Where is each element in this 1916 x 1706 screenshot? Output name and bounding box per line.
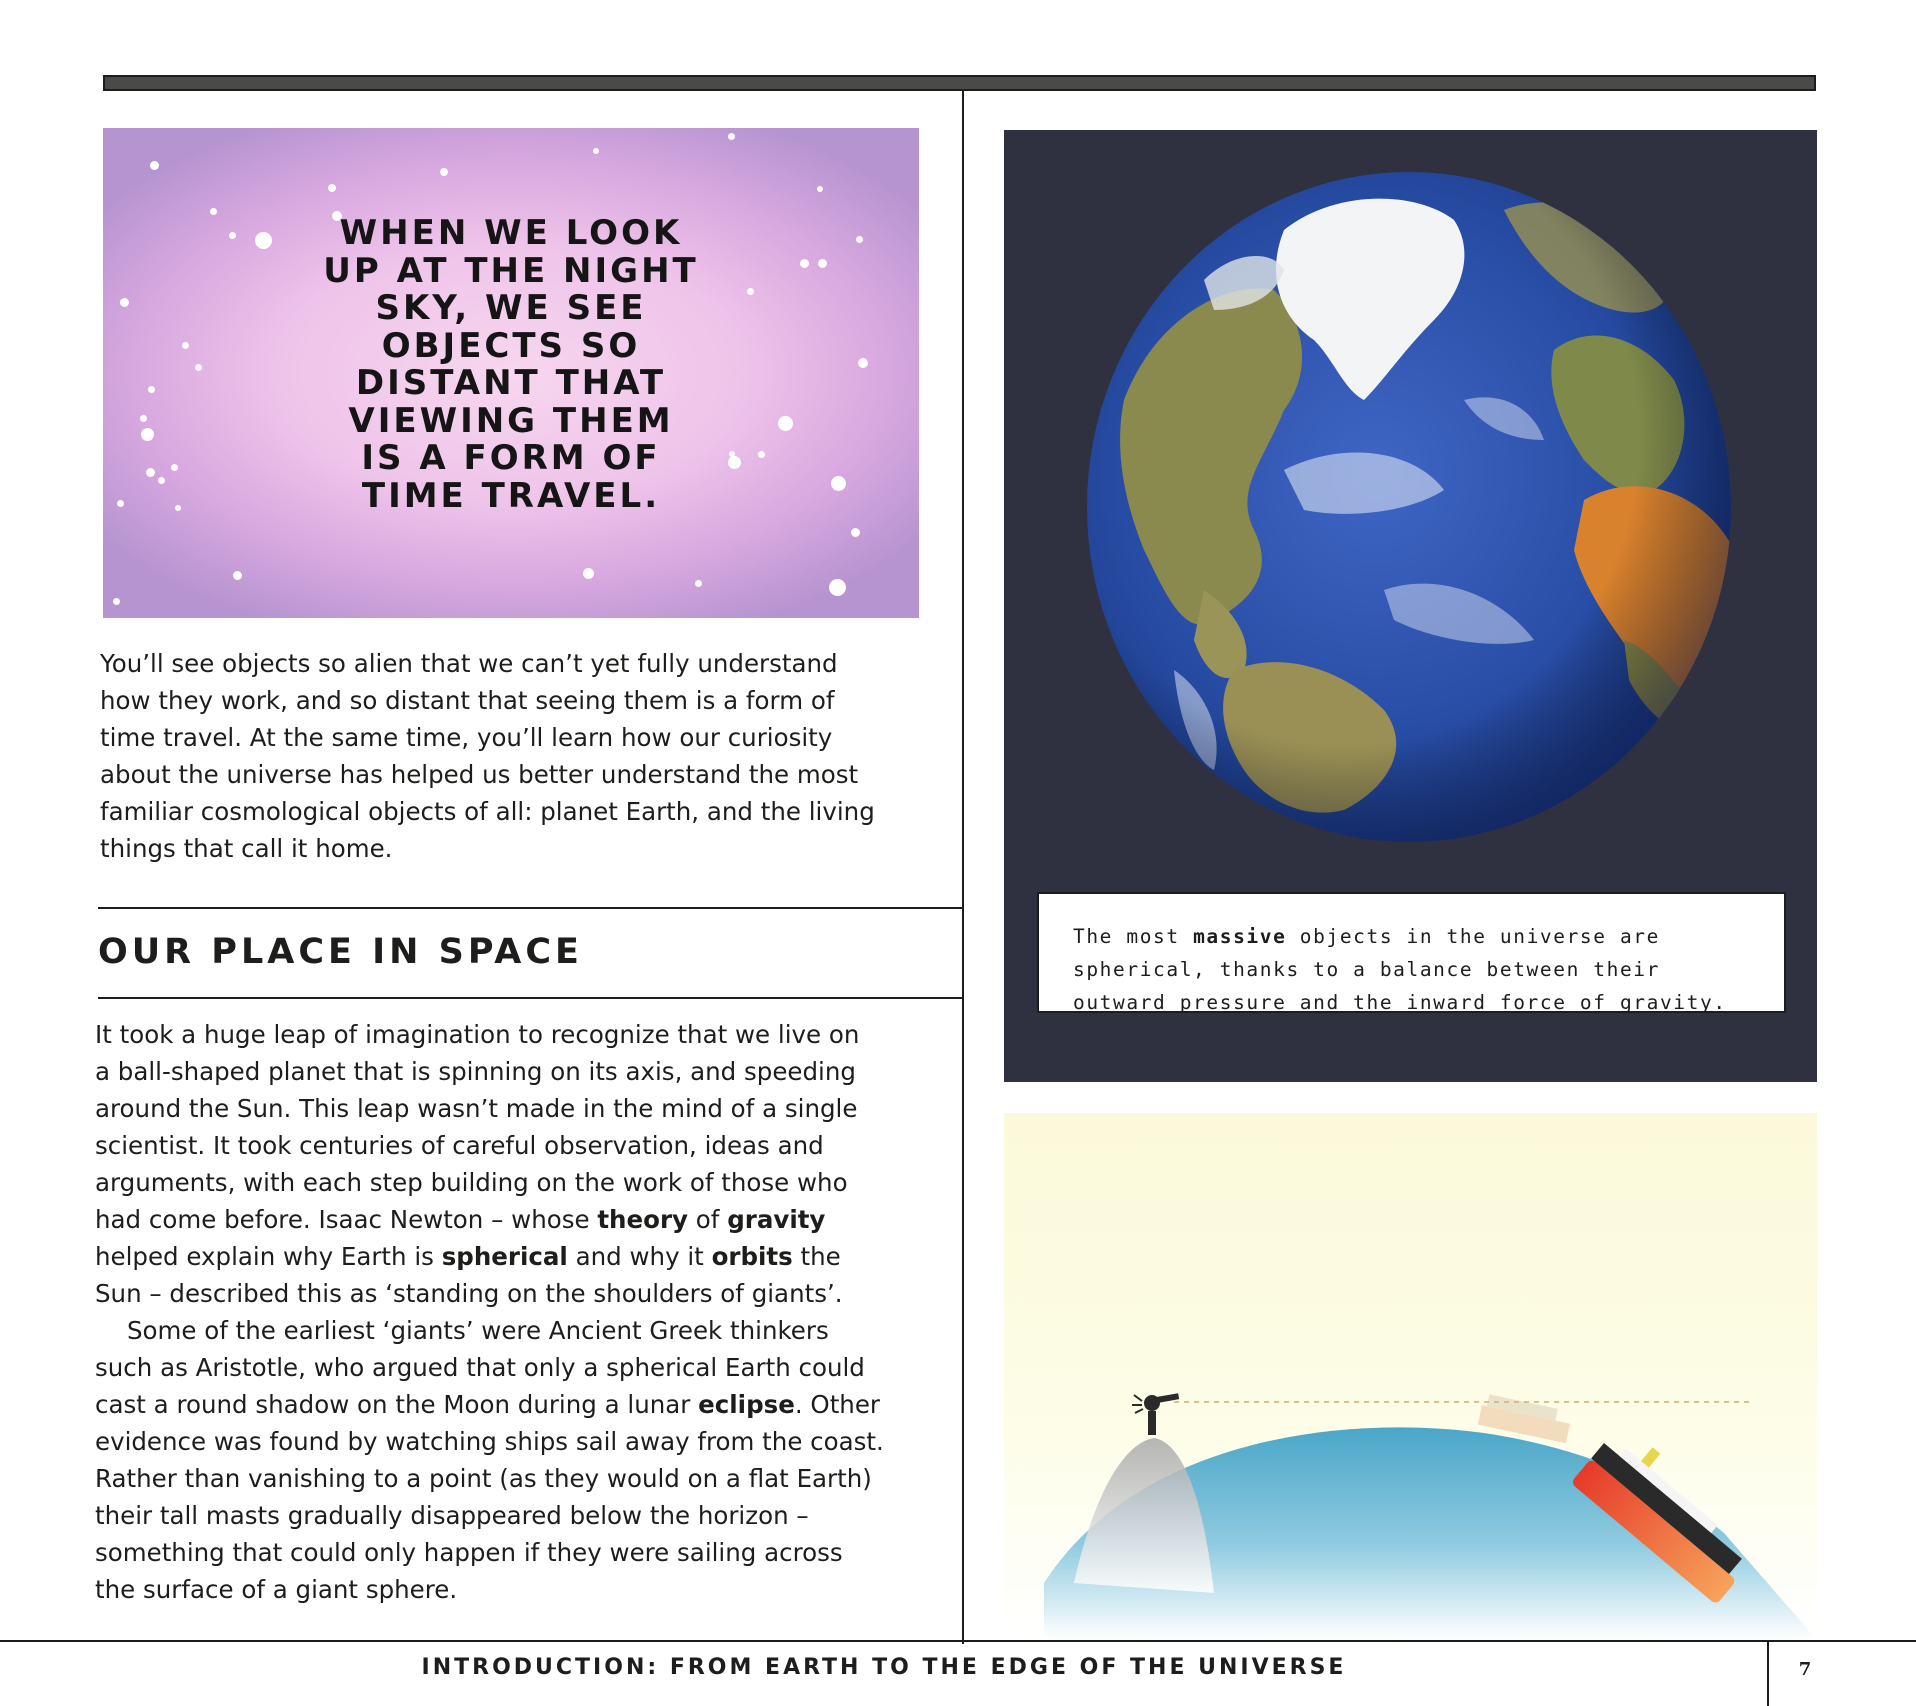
section-rule-bottom	[98, 997, 962, 999]
footer-rule	[0, 1640, 1916, 1642]
observer-with-telescope-icon	[1132, 1393, 1179, 1435]
glossary-term-gravity: gravity	[727, 1205, 826, 1234]
intro-paragraph	[100, 645, 960, 867]
pull-quote	[103, 215, 919, 515]
image-caption	[1073, 920, 1773, 1019]
star-icon	[233, 571, 242, 580]
pull-quote-line: TIME TRAVEL.	[361, 475, 661, 516]
text-run: . Other	[794, 1390, 880, 1419]
section-rule-top	[98, 907, 962, 909]
text-run: and why it	[567, 1242, 712, 1271]
page-number: 7	[1798, 1659, 1812, 1680]
horizon-diagram	[1004, 1113, 1817, 1640]
glossary-term-theory: theory	[597, 1205, 688, 1234]
earth-globe-illustration	[1084, 170, 1734, 845]
text-line: their tall masts gradually disappeared below the horizon –	[95, 1501, 809, 1530]
caption-run: The most	[1073, 925, 1194, 948]
glossary-term-spherical: spherical	[441, 1242, 568, 1271]
glossary-term-massive: massive	[1193, 925, 1287, 948]
pull-quote-line: OBJECTS SO	[381, 325, 641, 366]
text-line: something that could only happen if they were sailing across	[95, 1538, 843, 1567]
caption-run: objects in the universe are	[1286, 925, 1660, 948]
text-line: It took a huge leap of imagination to recognize that we live on	[95, 1020, 860, 1049]
text-run: had come before. Isaac Newton – whose	[95, 1205, 598, 1234]
text-line: familiar cosmological objects of all: planet Earth, and the living	[100, 797, 875, 826]
star-icon	[593, 148, 599, 154]
text-line: around the Sun. This leap wasn’t made in the mind of a single	[95, 1094, 858, 1123]
pull-quote-line: DISTANT THAT	[355, 363, 667, 403]
text-line: time travel. At the same time, you’ll learn how our curiosity	[100, 723, 833, 752]
pull-quote-line: SKY, WE SEE	[375, 288, 647, 328]
text-line: about the universe has helped us better understand the most	[100, 760, 859, 789]
star-icon	[851, 528, 860, 537]
text-line: Rather than vanishing to a point (as they would on a flat Earth)	[95, 1464, 872, 1493]
text-line: such as Aristotle, who argued that only a spherical Earth could	[95, 1353, 865, 1382]
star-icon	[440, 168, 448, 176]
star-icon	[817, 186, 823, 192]
text-line: Some of the earliest ‘giants’ were Ancient Greek thinkers	[127, 1316, 829, 1345]
text-run: helped explain why Earth is	[95, 1242, 442, 1271]
column-divider	[962, 91, 964, 1644]
top-rule-bar	[103, 75, 1816, 91]
text-run: cast a round shadow on the Moon during a lunar	[95, 1390, 699, 1419]
star-icon	[695, 580, 702, 587]
text-run: the	[792, 1242, 841, 1271]
star-icon	[113, 598, 120, 605]
text-line: Sun – described this as ‘standing on the shoulders of giants’.	[95, 1279, 843, 1308]
text-line: things that call it home.	[100, 834, 393, 863]
star-icon	[728, 133, 735, 140]
star-icon	[328, 184, 336, 192]
section-body	[95, 1016, 960, 1608]
text-line	[95, 1201, 960, 1238]
running-footer-title: INTRODUCTION: FROM EARTH TO THE EDGE OF THE UNIVERSE	[421, 1655, 1347, 1680]
text-line: evidence was found by watching ships sail away from the coast.	[95, 1427, 884, 1456]
pull-quote-line: UP AT THE NIGHT	[323, 250, 699, 291]
quote-panel	[103, 128, 919, 618]
text-line: the surface of a giant sphere.	[95, 1575, 458, 1604]
section-heading: OUR PLACE IN SPACE	[98, 932, 583, 972]
image-caption-box	[1037, 892, 1786, 1013]
pull-quote-line: IS A FORM OF	[361, 438, 661, 478]
text-line: You’ll see objects so alien that we can’t yet fully understand	[100, 649, 838, 678]
earth-image-panel	[1004, 130, 1817, 1082]
pull-quote-line: WHEN WE LOOK	[339, 213, 683, 253]
hill	[1074, 1438, 1214, 1593]
text-line	[95, 1238, 960, 1275]
caption-line: spherical, thanks to a balance between their	[1073, 958, 1660, 981]
caption-line: outward pressure and the inward force of gravity.	[1073, 991, 1727, 1014]
star-icon	[583, 568, 594, 579]
star-icon	[829, 579, 846, 596]
horizon-ship-illustration	[1004, 1113, 1817, 1640]
text-line	[95, 1386, 960, 1423]
star-icon	[150, 161, 159, 170]
pull-quote-line: VIEWING THEM	[348, 400, 674, 441]
star-icon	[210, 208, 217, 215]
text-line: how they work, and so distant that seeing them is a form of	[100, 686, 835, 715]
caption-line	[1073, 920, 1773, 953]
text-run: of	[688, 1205, 728, 1234]
glossary-term-orbits: orbits	[711, 1242, 793, 1271]
text-line: scientist. It took centuries of careful observation, ideas and	[95, 1131, 824, 1160]
text-line: a ball-shaped planet that is spinning on its axis, and speeding	[95, 1057, 856, 1086]
glossary-term-eclipse: eclipse	[698, 1390, 795, 1419]
text-line: arguments, with each step building on the work of those who	[95, 1168, 848, 1197]
